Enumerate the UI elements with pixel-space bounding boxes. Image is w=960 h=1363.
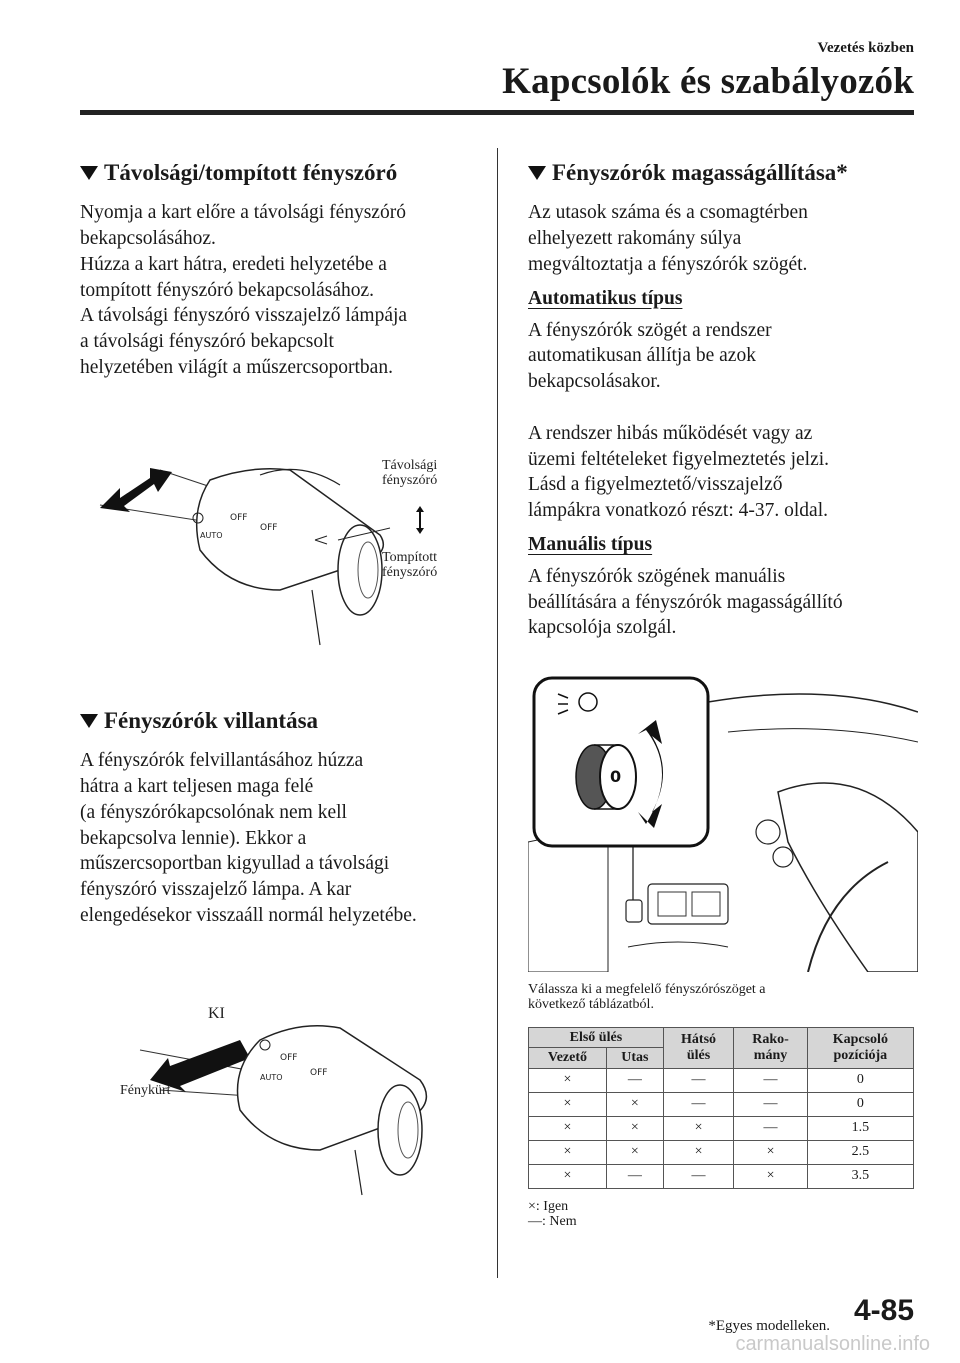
- svg-text:OFF: OFF: [260, 523, 278, 533]
- table-cell: 3.5: [807, 1164, 913, 1188]
- table-cell: —: [734, 1068, 807, 1092]
- table-cell: ×: [606, 1140, 663, 1164]
- triangle-bullet-icon: [80, 714, 98, 728]
- table-row: [529, 1068, 914, 1092]
- table-cell: 0: [807, 1068, 913, 1092]
- column-divider: [497, 148, 498, 1278]
- table-row: [529, 1116, 914, 1140]
- table-cell: ×: [606, 1116, 663, 1140]
- table-cell: ×: [529, 1116, 607, 1140]
- paragraph: Nyomja a kart előre a távolsági fényszóró bekapcsolásához. Húzza a kart hátra, eredeti helyzetébe a tompított fényszóró bekapcsolásához. A távolsági fényszóró visszajelző lámpája a távolsági fényszóró bekapcsolt helyzetében világít a műszercsoportban.: [80, 202, 408, 378]
- section-subtitle: Vezetés közben: [817, 40, 914, 56]
- table-cell: ×: [529, 1140, 607, 1164]
- table-caption: Válassza ki a megfelelő fényszórószöget a következő táblázatból.: [528, 982, 766, 1013]
- table-cell: —: [663, 1068, 734, 1092]
- svg-text:AUTO: AUTO: [200, 531, 223, 540]
- table-cell: ×: [529, 1164, 607, 1188]
- table-cell: 0: [807, 1092, 913, 1116]
- paragraph: A rendszer hibás működését vagy az üzemi feltételeket figyelmeztetés jelzi. Lásd a figyelmeztető/visszajelző lámpákra vonatkozó részt: 4-37. oldal.: [528, 422, 830, 522]
- table-cell: —: [663, 1164, 734, 1188]
- table-cell: 1.5: [807, 1116, 913, 1140]
- page-number: 4-85: [853, 1294, 914, 1327]
- subheading-auto: Automatikus típus: [528, 287, 683, 309]
- section-heading: [528, 160, 928, 186]
- table-cell: —: [734, 1092, 807, 1116]
- svg-text:AUTO: AUTO: [260, 1073, 283, 1082]
- table-cell: ×: [663, 1140, 734, 1164]
- header-load: Rako- mány: [734, 1027, 807, 1068]
- paragraph: Az utasok száma és a csomagtérben elhelyezett rakomány súlya megváltoztatja a fényszórók szögét.: [528, 202, 808, 275]
- header-rear-seat: Hátsó ülés: [663, 1027, 734, 1068]
- push-arrow-icon: [100, 468, 172, 512]
- table-cell: ×: [606, 1092, 663, 1116]
- section-title: Kapcsolók és szabályozók: [502, 61, 914, 102]
- table-section: [528, 982, 928, 1229]
- triangle-bullet-icon: [528, 166, 546, 180]
- leveling-dial-illustration: [528, 672, 918, 972]
- paragraph: A fényszórók felvillantásához húzza hátra a kart teljesen maga felé (a fényszórókapcsolónak nem kell bekapcsolva lennie). Ekkor a műszercsoportban kigyullad a távolsági fényszóró visszajelző lámpa. A kar elengedésekor visszaáll normál helyzetébe.: [80, 750, 417, 926]
- table-cell: 2.5: [807, 1140, 913, 1164]
- section-heading: [80, 160, 480, 186]
- footnote: *Egyes modelleken.: [708, 1318, 830, 1334]
- heading-text: Fényszórók magasságállítása*: [552, 160, 848, 185]
- heading-text: Távolsági/tompított fényszóró: [104, 160, 398, 185]
- section-flash: [80, 708, 480, 929]
- section-heading: [80, 708, 480, 734]
- svg-text:OFF: OFF: [230, 513, 248, 523]
- table-legend: ×: Igen —: Nem: [528, 1198, 577, 1229]
- table-cell: ×: [734, 1164, 807, 1188]
- table-cell: —: [734, 1116, 807, 1140]
- label-off: KI: [208, 1005, 225, 1022]
- paragraph: A fényszórók szögét a rendszer automatikusan állítja be azok bekapcsolásakor.: [528, 319, 772, 393]
- header-passenger: Utas: [606, 1048, 663, 1068]
- table-cell: ×: [529, 1068, 607, 1092]
- watermark: carmanualsonline.info: [735, 1333, 930, 1355]
- table-row: [529, 1092, 914, 1116]
- leveling-position-table: [528, 1027, 914, 1189]
- label-low-beam: Tompított fényszóró: [382, 550, 438, 581]
- dial-zero-label: 0: [610, 767, 622, 786]
- svg-text:OFF: OFF: [310, 1068, 328, 1078]
- table-row: [529, 1164, 914, 1188]
- table-cell: ×: [529, 1092, 607, 1116]
- subheading-manual: Manuális típus: [528, 533, 653, 555]
- header-driver: Vezető: [529, 1048, 607, 1068]
- flash-lever-illustration: [100, 1000, 470, 1200]
- section-leveling: [528, 160, 928, 641]
- label-high-beam: Távolsági fényszóró: [382, 458, 438, 489]
- table-cell: ×: [663, 1116, 734, 1140]
- heading-text: Fényszórók villantása: [104, 708, 319, 733]
- header-rule: [80, 110, 914, 115]
- svg-text:OFF: OFF: [280, 1053, 298, 1063]
- table-cell: —: [663, 1092, 734, 1116]
- triangle-bullet-icon: [80, 166, 98, 180]
- table-cell: —: [606, 1068, 663, 1092]
- table-cell: —: [606, 1164, 663, 1188]
- section-high-low-beam: [80, 160, 480, 381]
- header-front-seat: Első ülés: [529, 1027, 664, 1047]
- table-row: [529, 1140, 914, 1164]
- paragraph: A fényszórók szögének manuális beállítására a fényszórók magasságállító kapcsolója szolgál.: [528, 565, 843, 639]
- header-switch-position: Kapcsoló pozíciója: [807, 1027, 913, 1068]
- label-flash: Fénykürt: [120, 1083, 171, 1098]
- table-cell: ×: [734, 1140, 807, 1164]
